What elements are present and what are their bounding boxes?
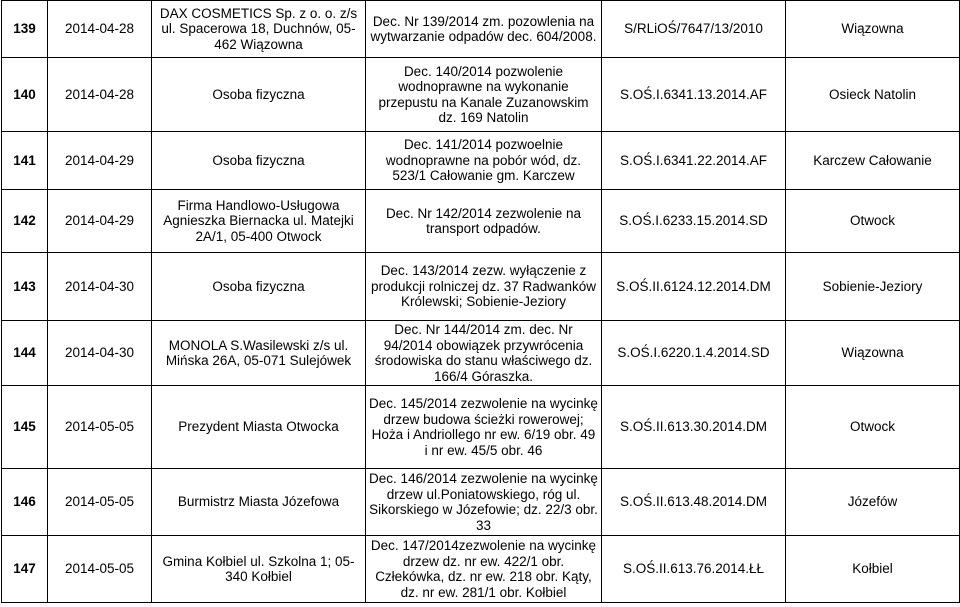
row-decision: Dec. 146/2014 zezwolenie na wycinkę drzew ul.Poniatowskiego, róg ul. Sikorskiego w Józefowie; dz. 22/3 obr. 33 <box>366 469 602 536</box>
decisions-table <box>1 0 960 603</box>
row-place: Otwock <box>786 190 960 253</box>
row-decision: Dec. 140/2014 pozwolenie wodnoprawne na wykonanie przepustu na Kanale Zuzanowskim dz. 169 Natolin <box>366 58 602 132</box>
row-place: Józefów <box>786 469 960 536</box>
table-row <box>2 321 960 386</box>
row-number: 143 <box>2 253 48 321</box>
row-signature: S/RLiOŚ/7647/13/2010 <box>602 1 786 58</box>
row-date: 2014-04-28 <box>48 1 152 58</box>
table-row <box>2 386 960 469</box>
row-date: 2014-04-29 <box>48 132 152 190</box>
row-number: 140 <box>2 58 48 132</box>
row-party: DAX COSMETICS Sp. z o. o. z/s ul. Spacerowa 18, Duchnów, 05-462 Wiązowna <box>152 1 366 58</box>
row-party: Osoba fizyczna <box>152 132 366 190</box>
row-signature: S.OŚ.II.613.30.2014.DM <box>602 386 786 469</box>
row-party: Prezydent Miasta Otwocka <box>152 386 366 469</box>
row-signature: S.OŚ.I.6341.13.2014.AF <box>602 58 786 132</box>
row-place: Wiązowna <box>786 321 960 386</box>
row-date: 2014-04-30 <box>48 321 152 386</box>
row-date: 2014-04-29 <box>48 190 152 253</box>
table-row <box>2 536 960 603</box>
row-party: Firma Handlowo-Usługowa Agnieszka Biernacka ul. Matejki 2A/1, 05-400 Otwock <box>152 190 366 253</box>
row-number: 146 <box>2 469 48 536</box>
row-signature: S.OŚ.I.6220.1.4.2014.SD <box>602 321 786 386</box>
row-date: 2014-04-30 <box>48 253 152 321</box>
table-row <box>2 469 960 536</box>
row-signature: S.OŚ.II.6124.12.2014.DM <box>602 253 786 321</box>
row-decision: Dec. 145/2014 zezwolenie na wycinkę drzew budowa ścieżki rowerowej; Hoża i Andriollego nr ew. 6/19 obr. 49 i nr ew. 45/5 obr. 46 <box>366 386 602 469</box>
row-place: Karczew Całowanie <box>786 132 960 190</box>
row-date: 2014-04-28 <box>48 58 152 132</box>
row-number: 144 <box>2 321 48 386</box>
table-row <box>2 132 960 190</box>
table-row <box>2 253 960 321</box>
row-place: Wiązowna <box>786 1 960 58</box>
row-place: Kołbiel <box>786 536 960 603</box>
row-number: 147 <box>2 536 48 603</box>
row-decision: Dec. Nr 139/2014 zm. pozowlenia na wytwarzanie odpadów dec. 604/2008. <box>366 1 602 58</box>
row-party: Gmina Kołbiel ul. Szkolna 1; 05-340 Kołbiel <box>152 536 366 603</box>
row-party: MONOLA S.Wasilewski z/s ul. Mińska 26A, 05-071 Sulejówek <box>152 321 366 386</box>
row-decision: Dec. 141/2014 pozwoelnie wodnoprawne na pobór wód, dz. 523/1 Całowanie gm. Karczew <box>366 132 602 190</box>
row-signature: S.OŚ.I.6233.15.2014.SD <box>602 190 786 253</box>
row-number: 142 <box>2 190 48 253</box>
row-signature: S.OŚ.II.613.76.2014.ŁŁ <box>602 536 786 603</box>
row-date: 2014-05-05 <box>48 469 152 536</box>
row-date: 2014-05-05 <box>48 386 152 469</box>
row-party: Osoba fizyczna <box>152 253 366 321</box>
row-number: 145 <box>2 386 48 469</box>
table-row <box>2 1 960 58</box>
row-place: Otwock <box>786 386 960 469</box>
row-decision: Dec. Nr 142/2014 zezwolenie na transport odpadów. <box>366 190 602 253</box>
table-row <box>2 190 960 253</box>
row-party: Burmistrz Miasta Józefowa <box>152 469 366 536</box>
row-place: Sobienie-Jeziory <box>786 253 960 321</box>
row-signature: S.OŚ.I.6341.22.2014.AF <box>602 132 786 190</box>
row-signature: S.OŚ.II.613.48.2014.DM <box>602 469 786 536</box>
row-number: 141 <box>2 132 48 190</box>
table-row <box>2 58 960 132</box>
row-party: Osoba fizyczna <box>152 58 366 132</box>
row-decision: Dec. Nr 144/2014 zm. dec. Nr 94/2014 obowiązek przywrócenia środowiska do stanu właściwego dz. 166/4 Góraszka. <box>366 321 602 386</box>
row-decision: Dec. 147/2014zezwolenie na wycinkę drzew dz. nr ew. 422/1 obr. Człekówka, dz. nr ew. 218 obr. Kąty, dz. nr ew. 281/1 obr. Kołbiel <box>366 536 602 603</box>
row-number: 139 <box>2 1 48 58</box>
row-place: Osieck Natolin <box>786 58 960 132</box>
row-decision: Dec. 143/2014 zezw. wyłączenie z produkcji rolniczej dz. 37 Radwanków Królewski; Sobienie-Jeziory <box>366 253 602 321</box>
row-date: 2014-05-05 <box>48 536 152 603</box>
